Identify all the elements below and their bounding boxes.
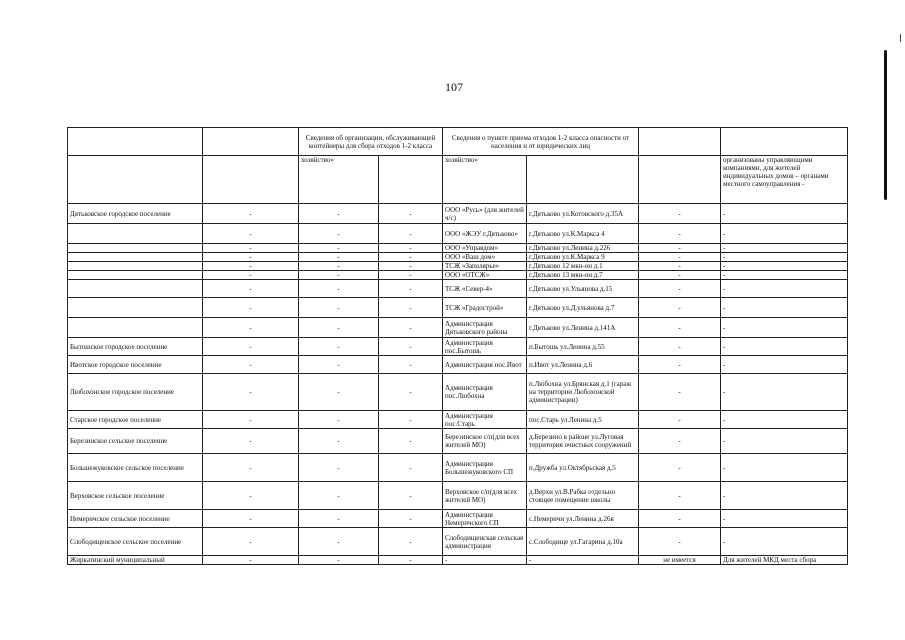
cell-address: п.Любохна ул.Брянская д.1 (гараж на территории Любохонской администрации) (527, 374, 639, 411)
cell-c2: - (299, 338, 379, 356)
cell-c4: - (639, 204, 721, 224)
cell-org: - (443, 556, 527, 565)
cell-c2: - (299, 528, 379, 556)
cell-c5: - (721, 429, 848, 454)
cell-address: п.Дружба ул.Октябрьская д.5 (527, 454, 639, 482)
cell-settlement: Березинское сельское поселение (68, 429, 203, 454)
cell-org: Березинское с/п(для всех жителей МО) (443, 429, 527, 454)
table-row (68, 482, 848, 510)
cell-c3: - (379, 411, 443, 429)
cell-c1: - (203, 244, 299, 253)
cell-settlement: Старское городское поселение (68, 411, 203, 429)
cell-c2: - (299, 510, 379, 528)
page-number: 107 (445, 80, 463, 94)
header-cell (68, 128, 203, 156)
cell-c2: - (299, 298, 379, 318)
cell-c5: - (721, 411, 848, 429)
cell-c3: - (379, 356, 443, 374)
cell-c5: - (721, 271, 848, 280)
cell-c5: - (721, 374, 848, 411)
cell-c5: - (721, 280, 848, 298)
cell-address: г.Дятьково ул.Котовского д.35А (527, 204, 639, 224)
cell-c3: - (379, 374, 443, 411)
cell-org: Администрация пос.Любохна (443, 374, 527, 411)
cell-c2: - (299, 253, 379, 262)
cell-c1: - (203, 253, 299, 262)
cell-address: д.Верхи ул.В.Рабка отдельно стоящее помещение школы (527, 482, 639, 510)
table-row (68, 253, 848, 262)
cell-address: пос.Старь ул.Ленина д.5 (527, 411, 639, 429)
cell-c5: - (721, 482, 848, 510)
table-row (68, 411, 848, 429)
header-col-a: хозяйство» (299, 156, 379, 204)
cell-address: с.Слободище ул.Гагарина д.10а (527, 528, 639, 556)
cell-c3: - (379, 244, 443, 253)
cell-c1: - (203, 356, 299, 374)
cell-c1: - (203, 204, 299, 224)
cell-c1: - (203, 318, 299, 338)
cell-c4: - (639, 528, 721, 556)
cell-address: г.Дятьково ул.К.Маркса 4 (527, 224, 639, 244)
cell-address: п.Бытошь ул.Ленина д.55 (527, 338, 639, 356)
cell-org: Слободищенская сельская администрация (443, 528, 527, 556)
header-cell (203, 156, 299, 204)
cell-address: г.Дятьково ул.К.Маркса 9 (527, 253, 639, 262)
cell-c4: - (639, 224, 721, 244)
cell-c5: - (721, 528, 848, 556)
cell-settlement (68, 244, 203, 253)
cell-org: Администрация пос.Ивот (443, 356, 527, 374)
cell-c2: - (299, 482, 379, 510)
cell-c3: - (379, 280, 443, 298)
cell-c4: - (639, 374, 721, 411)
cell-c5: - (721, 204, 848, 224)
cell-c3: - (379, 318, 443, 338)
cell-c5: - (721, 298, 848, 318)
cell-settlement (68, 262, 203, 271)
cell-settlement (68, 271, 203, 280)
cell-c5: - (721, 356, 848, 374)
cell-c1: - (203, 429, 299, 454)
table-row (68, 318, 848, 338)
cell-c4: - (639, 262, 721, 271)
cell-c2: - (299, 356, 379, 374)
table-row (68, 374, 848, 411)
cell-c4: - (639, 338, 721, 356)
cell-c1: - (203, 298, 299, 318)
cell-c2: - (299, 224, 379, 244)
header-cell (527, 156, 639, 204)
cell-address: г.Дятьково 13 мкн-он д.7 (527, 271, 639, 280)
cell-address: г.Дятьково ул.Ульянова д.15 (527, 280, 639, 298)
cell-c4: - (639, 411, 721, 429)
point-group-header: Сведения о пункте приема отходов 1-2 класса опасности от населения и от юридических лиц (443, 128, 639, 156)
cell-c2: - (299, 280, 379, 298)
cell-address: г.Дятьково ул.Ленина д.141А (527, 318, 639, 338)
cell-address: г.Дятьково ул.Ленина д.226 (527, 244, 639, 253)
cell-c1: - (203, 374, 299, 411)
cell-org: ООО «Ваш дом» (443, 253, 527, 262)
cell-settlement (68, 280, 203, 298)
cell-c2: - (299, 411, 379, 429)
scan-edge-tick (900, 34, 901, 42)
cell-org: ООО «ЖЭУ г.Дятьково» (443, 224, 527, 244)
cell-c3: - (379, 271, 443, 280)
cell-c5: - (721, 253, 848, 262)
cell-org: Администрация пос.Бытошь (443, 338, 527, 356)
cell-settlement: Большежуковское сельское поселение (68, 454, 203, 482)
cell-c5: - (721, 510, 848, 528)
table-row (68, 204, 848, 224)
cell-settlement: Бытошское городское поселение (68, 338, 203, 356)
cell-c1: - (203, 510, 299, 528)
header-col-b: хозяйство» (443, 156, 527, 204)
table-row (68, 262, 848, 271)
header-cell (68, 156, 203, 204)
table-row (68, 454, 848, 482)
cell-settlement: Немеричское сельское поселение (68, 510, 203, 528)
cell-org: ТСЖ «Градострой» (443, 298, 527, 318)
cell-org: Администрация Большежуковского СП (443, 454, 527, 482)
cell-c5: - (721, 338, 848, 356)
cell-address: п.Ивот ул.Ленина д.6 (527, 356, 639, 374)
cell-address: г.Дятьково 12 мкн-он д.1 (527, 262, 639, 271)
table-row (68, 528, 848, 556)
cell-c5: - (721, 262, 848, 271)
cell-c1: - (203, 556, 299, 565)
cell-settlement: Любохонское городское поселение (68, 374, 203, 411)
cell-org: ТСЖ «Заполярье» (443, 262, 527, 271)
cell-org: Администрация Немеричского СП (443, 510, 527, 528)
cell-c5: - (721, 454, 848, 482)
cell-c3: - (379, 338, 443, 356)
cell-c4: - (639, 510, 721, 528)
cell-settlement: Ивотское городское поселение (68, 356, 203, 374)
cell-org: Администрация пос.Старь (443, 411, 527, 429)
cell-org: ООО «ОТСЖ» (443, 271, 527, 280)
cell-c1: - (203, 338, 299, 356)
cell-c3: - (379, 224, 443, 244)
cell-settlement (68, 318, 203, 338)
cell-settlement (68, 224, 203, 244)
cell-c4: не имеется (639, 556, 721, 565)
table-row (68, 271, 848, 280)
cell-settlement: Жиркатинский муниципальный (68, 556, 203, 565)
cell-address: с.Немеричи ул.Ленина д.26в (527, 510, 639, 528)
cell-org: ООО «Управдом» (443, 244, 527, 253)
cell-c5: Для жителей МКД места сбора (721, 556, 848, 565)
header-row-group (68, 128, 848, 156)
org-group-header: Сведения об организации, обслуживающей контейнеры для сбора отходов 1-2 класса (299, 128, 443, 156)
cell-org: ТСЖ «Север-4» (443, 280, 527, 298)
cell-org: Верховское с/п(для всех жителей МО) (443, 482, 527, 510)
header-cell (721, 128, 848, 156)
cell-c4: - (639, 298, 721, 318)
cell-org: ООО «Русь» (для жителей ч/с) (443, 204, 527, 224)
cell-settlement: Дятьковское городское поселение (68, 204, 203, 224)
cell-settlement (68, 298, 203, 318)
cell-c4: - (639, 356, 721, 374)
cell-c5: - (721, 318, 848, 338)
cell-c3: - (379, 204, 443, 224)
cell-c4: - (639, 244, 721, 253)
table-row (68, 338, 848, 356)
cell-c2: - (299, 262, 379, 271)
table-row (68, 244, 848, 253)
cell-address: г.Дятьково ул.Д.ульянова д.7 (527, 298, 639, 318)
table-row (68, 298, 848, 318)
header-cell (639, 156, 721, 204)
table-row (68, 510, 848, 528)
cell-c2: - (299, 454, 379, 482)
cell-address: д.Березино в районе ул.Луговая территория очистных сооружений (527, 429, 639, 454)
cell-c3: - (379, 510, 443, 528)
cell-c2: - (299, 271, 379, 280)
scan-edge-mark (884, 50, 887, 200)
table-row (68, 280, 848, 298)
cell-c4: - (639, 280, 721, 298)
cell-c1: - (203, 411, 299, 429)
cell-c1: - (203, 280, 299, 298)
header-cell (203, 128, 299, 156)
header-cell (639, 128, 721, 156)
cell-c1: - (203, 262, 299, 271)
cell-c4: - (639, 271, 721, 280)
cell-c4: - (639, 429, 721, 454)
cell-c3: - (379, 429, 443, 454)
cell-c3: - (379, 262, 443, 271)
cell-c5: - (721, 224, 848, 244)
cell-c4: - (639, 482, 721, 510)
cell-c2: - (299, 429, 379, 454)
table-row (68, 356, 848, 374)
cell-settlement: Верховское сельское поселение (68, 482, 203, 510)
cell-c1: - (203, 271, 299, 280)
table-row (68, 556, 848, 565)
header-cell (379, 156, 443, 204)
waste-collection-table (67, 127, 848, 565)
cell-c2: - (299, 204, 379, 224)
header-row-sub (68, 156, 848, 204)
cell-c1: - (203, 224, 299, 244)
cell-c3: - (379, 482, 443, 510)
cell-c3: - (379, 556, 443, 565)
cell-c1: - (203, 482, 299, 510)
cell-c4: - (639, 318, 721, 338)
cell-c2: - (299, 244, 379, 253)
cell-c4: - (639, 454, 721, 482)
header-col-last: организованы управляющими компаниями, для жителей индивидуальных домов – органами местного самоуправления - (721, 156, 848, 204)
table-row (68, 224, 848, 244)
cell-c1: - (203, 528, 299, 556)
cell-c2: - (299, 556, 379, 565)
cell-c1: - (203, 454, 299, 482)
cell-c2: - (299, 318, 379, 338)
cell-c2: - (299, 374, 379, 411)
cell-address: - (527, 556, 639, 565)
cell-c3: - (379, 253, 443, 262)
table-row (68, 429, 848, 454)
cell-c3: - (379, 454, 443, 482)
cell-settlement (68, 253, 203, 262)
cell-c3: - (379, 528, 443, 556)
cell-org: Администрация Дятьковского района (443, 318, 527, 338)
cell-c5: - (721, 244, 848, 253)
cell-c3: - (379, 298, 443, 318)
cell-settlement: Слободищенское сельское поселение (68, 528, 203, 556)
cell-c4: - (639, 253, 721, 262)
